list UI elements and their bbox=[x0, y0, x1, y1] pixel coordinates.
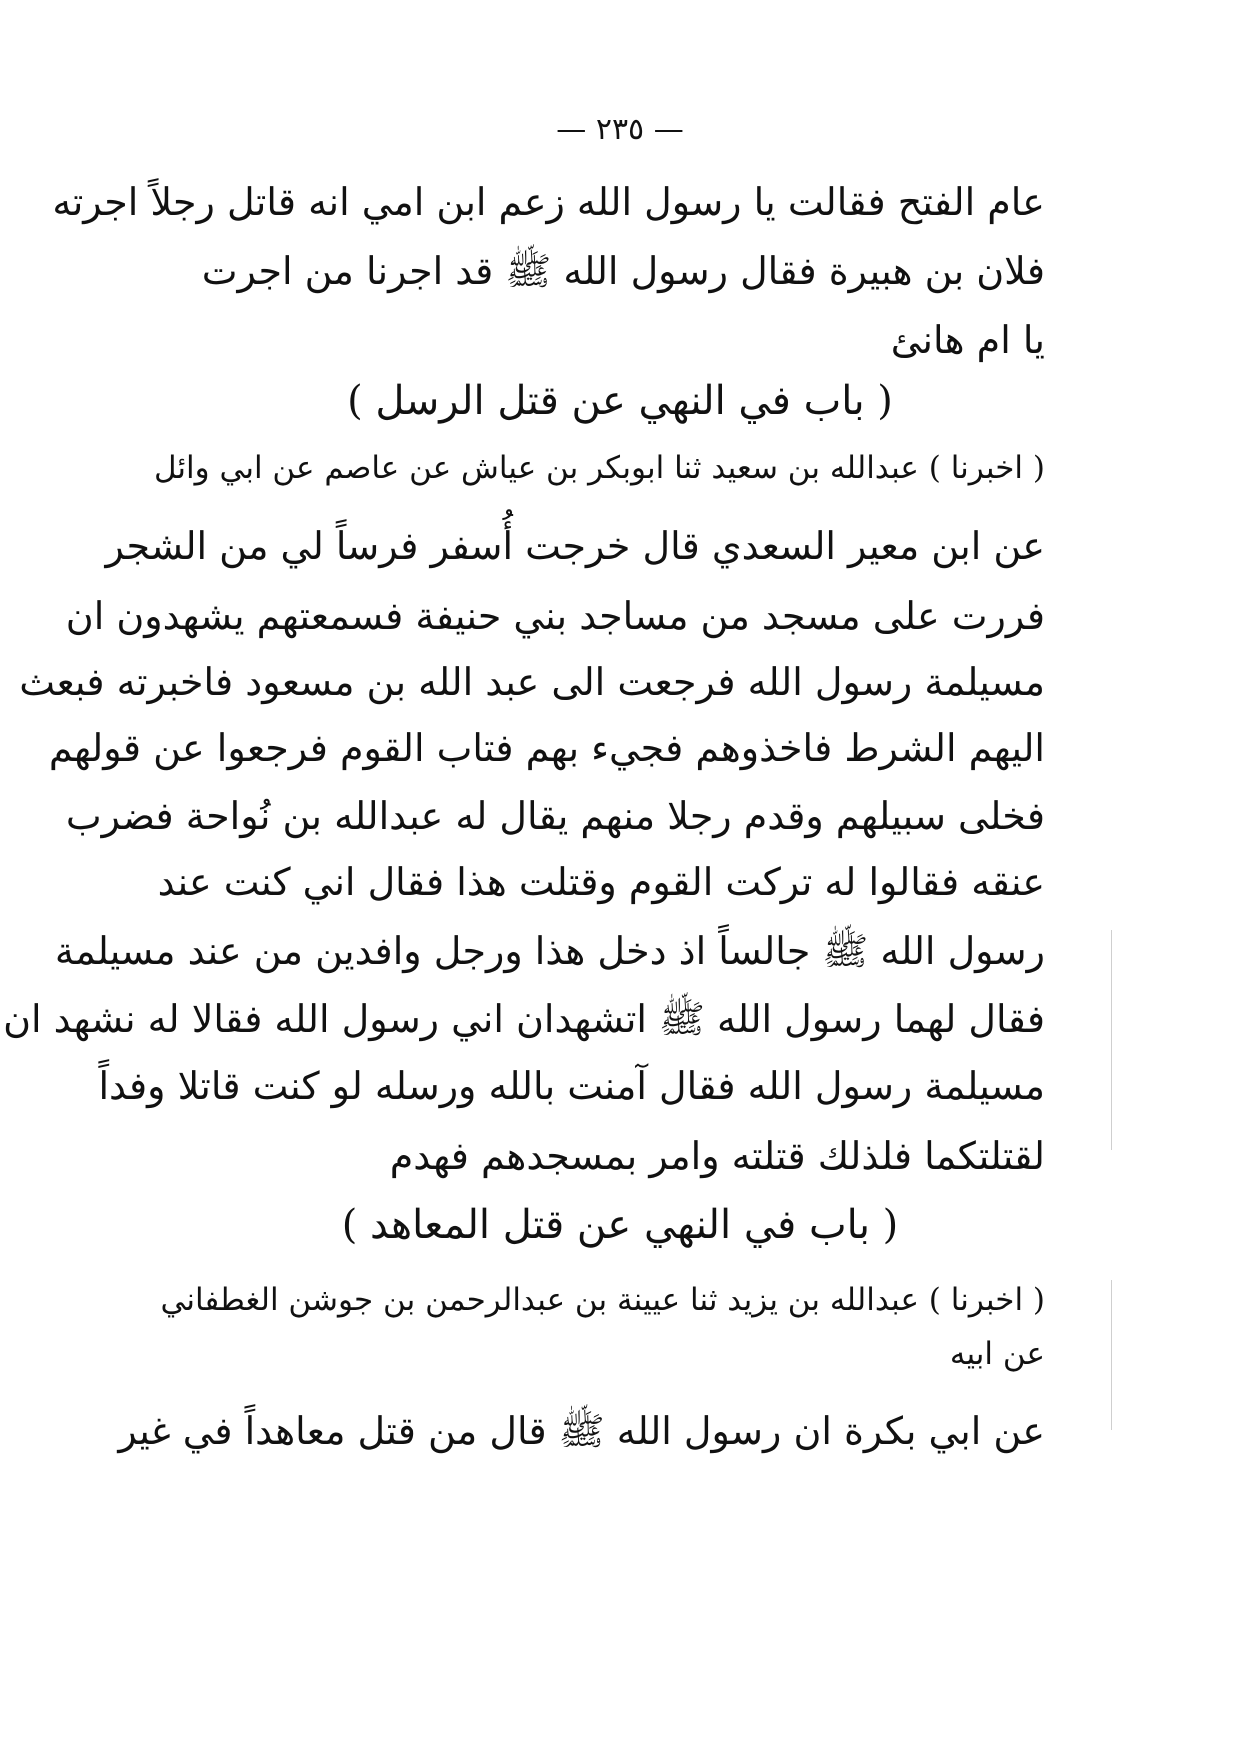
text-line: اليهم الشرط فاخذوهم فجيء بهم فتاب القوم فرجعوا عن قولهم bbox=[48, 726, 1045, 770]
text-line: لقتلتكما فلذلك قتلته وامر بمسجدهم فهدم bbox=[389, 1134, 1045, 1178]
page-number: — ٢٣٥ — bbox=[556, 112, 684, 147]
scan-edge-mark bbox=[1111, 930, 1112, 1150]
text-line: فقال لهما رسول الله ﷺ اتشهدان اني رسول الله فقالا له نشهد ان bbox=[3, 997, 1045, 1041]
isnad-line: ( اخبرنا ) عبدالله بن سعيد ثنا ابوبكر بن عياش عن عاصم عن ابي وائل bbox=[153, 450, 1045, 486]
text-line: مسيلمة رسول الله فرجعت الى عبد الله بن مسعود فاخبرته فبعث bbox=[19, 660, 1045, 704]
text-line: رسول الله ﷺ جالساً اذ دخل هذا ورجل وافدين من عند مسيلمة bbox=[54, 929, 1045, 973]
text-line: عام الفتح فقالت يا رسول الله زعم ابن امي انه قاتل رجلاً اجرته bbox=[52, 180, 1045, 224]
text-line: فخلى سبيلهم وقدم رجلا منهم يقال له عبدالله بن نُواحة فضرب bbox=[65, 794, 1045, 838]
isnad-line: عن ابيه bbox=[949, 1336, 1045, 1372]
isnad-line: ( اخبرنا ) عبدالله بن يزيد ثنا عيينة بن عبدالرحمن بن جوشن الغطفاني bbox=[160, 1282, 1045, 1318]
text-line: عنقه فقالوا له تركت القوم وقتلت هذا فقال اني كنت عند bbox=[157, 860, 1045, 904]
text-line: عن ابن معير السعدي قال خرجت أُسفر فرساً لي من الشجر bbox=[105, 524, 1045, 568]
text-line: مسيلمة رسول الله فقال آمنت بالله ورسله لو كنت قاتلا وفداً bbox=[98, 1064, 1045, 1108]
text-line: عن ابي بكرة ان رسول الله ﷺ قال من قتل معاهداً في غير bbox=[118, 1409, 1045, 1453]
text-line: فررت على مسجد من مساجد بني حنيفة فسمعتهم يشهدون ان bbox=[65, 594, 1045, 638]
text-line: يا ام هانئ bbox=[890, 318, 1045, 362]
section-heading: ( باب في النهي عن قتل الرسل ) bbox=[347, 378, 893, 424]
section-heading: ( باب في النهي عن قتل المعاهد ) bbox=[341, 1202, 899, 1248]
scan-edge-mark bbox=[1111, 1280, 1112, 1430]
text-line: فلان بن هبيرة فقال رسول الله ﷺ قد اجرنا من اجرت bbox=[201, 249, 1045, 293]
